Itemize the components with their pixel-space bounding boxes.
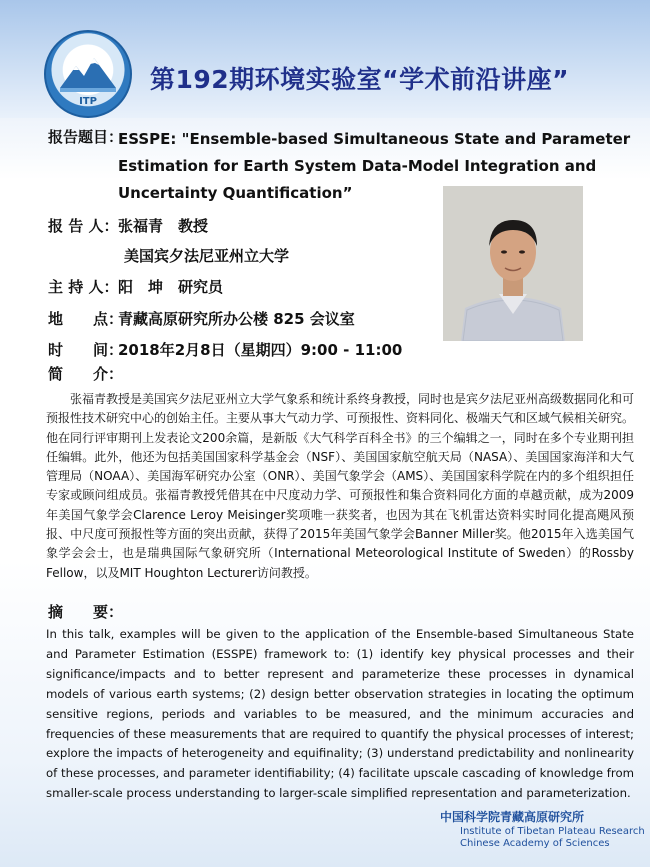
intro-label: 简 介： bbox=[48, 365, 124, 383]
time-value: 2018年2月8日（星期四）9:00 - 11:00 bbox=[118, 341, 403, 359]
footer-en-line1: Institute of Tibetan Plateau Research bbox=[460, 826, 645, 837]
location-value: 青藏高原研究所办公楼 825 会议室 bbox=[118, 310, 355, 328]
location-label: 地 点： bbox=[48, 310, 124, 328]
speaker-affiliation: 美国宾夕法尼亚州立大学 bbox=[124, 247, 290, 265]
page-title: 第192期环境实验室“学术前沿讲座” bbox=[150, 65, 570, 94]
logo-text: ITP bbox=[79, 96, 97, 107]
speaker-photo bbox=[443, 186, 583, 341]
institute-logo bbox=[44, 30, 132, 118]
host-label: 主 持 人： bbox=[48, 278, 119, 296]
time-label: 时 间： bbox=[48, 341, 124, 359]
mountain-icon bbox=[46, 32, 130, 116]
footer-institute-cn: 中国科学院青藏高原研究所 bbox=[440, 810, 585, 824]
speaker-label: 报 告 人： bbox=[48, 217, 119, 235]
footer-en-line2: Chinese Academy of Sciences bbox=[460, 838, 610, 849]
intro-text: 张福青教授是美国宾夕法尼亚州立大学气象系和统计系终身教授，同时也是宾夕法尼亚州高级数据同化和可预报性技术研究中心的创始主任。主要从事大气动力学、可预报性、资料同化、极端天气和区域气候相关研究。他在同行评审期刊上发表论文200余篇，是新版《大气科学百科全书》的三个编辑之一，同时在多个专业期刊担任编辑。此外，他还为包括美国国家科学基金会（NSF）、美国国家航空航天局（NASA）、美国国家海洋和大气管理局（NOAA）、美国海军研究办公室（ONR）、美国气象学会（AMS）、美国国家科学院在内的多个组织担任专家或顾问组成员。张福青教授凭借其在中尺度动力学、可预报性和集合资料同化方面的卓越贡献，成为2009年美国气象学会Clarence Leroy Meisinger奖项唯一获奖者，也因为其在飞机雷达资料实时同化提高飓风预报、中尺度可预报性等方面的突出贡献，获得了2015年美国气象学会Banner Miller奖。他2015年入选美国气象学会会士，也是瑞典国际气象研究所（International Meteorological Institute of Sweden）的Rossby Fellow，以及MIT Houghton Lecturer访问教授。 bbox=[46, 392, 635, 580]
host-value: 阳 坤 研究员 bbox=[118, 278, 224, 296]
speaker-name: 张福青 教授 bbox=[118, 217, 209, 235]
abstract-label: 摘 要： bbox=[48, 603, 124, 621]
report-title-label: 报告题目： bbox=[48, 128, 124, 146]
abstract-text: In this talk, examples will be given to the application of the Ensemble-based Simultaneous State and Parameter Estimation (ESSPE) framework to: (1) identify key physical processes and their significance/impacts and to better represent and parameterize these processes in dynamical models of various earth systems; (2) design better observation strategies in locating the optimum sensitive regions, periods and variables to be measured, and the minimum accuracies and frequencies of these measurements that are required to quantify the physical processes of interest; explore the impacts of heterogeneity and equifinality; (3) understand predictability and nonlinearity of these processes, and parameter identifiability; (4) facilitate upscale cascading of knowledge from smaller-scale process understanding to larger-scale simplified representation and parameterization. bbox=[46, 627, 634, 801]
footer-institute-en bbox=[460, 826, 645, 850]
report-title-text: ESSPE: "Ensemble-based Simultaneous State and Parameter Estimation for Earth System Data-Model Integration and Uncertainty Quantification” bbox=[118, 130, 631, 202]
